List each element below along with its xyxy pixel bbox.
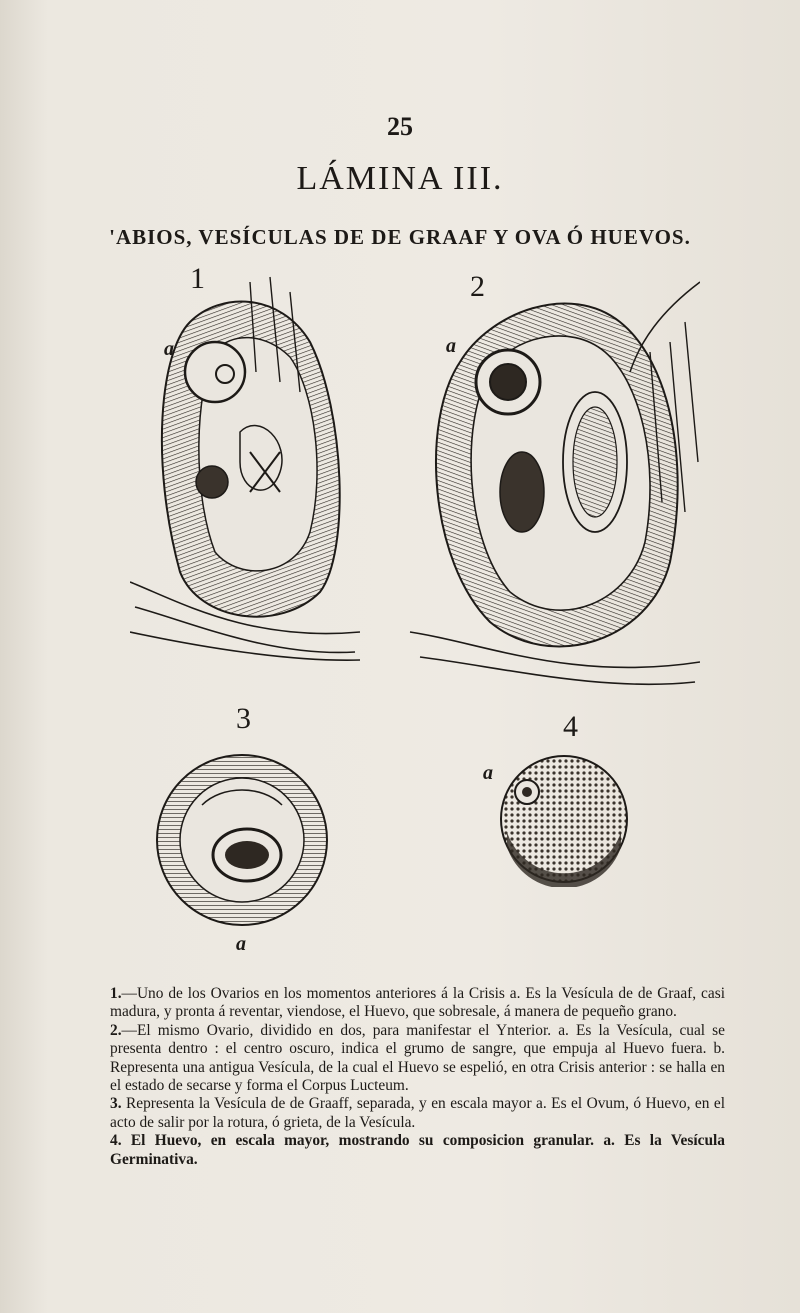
figure-1-number: 1 xyxy=(190,262,205,295)
figure-2-ovary-section-illustration xyxy=(400,262,700,692)
figure-3-graafian-vesicle-illustration xyxy=(152,745,332,935)
caption-4 xyxy=(110,1132,725,1169)
caption-4-number: 4. xyxy=(110,1132,122,1150)
figure-1-ovary-illustration xyxy=(130,262,360,662)
caption-1-number: 1. xyxy=(110,985,122,1002)
caption-4-text: El Huevo, en escala mayor, mostrando su composicion granular. a. Es la Vesícula Germinativa. xyxy=(110,1132,725,1168)
page-number: 25 xyxy=(387,112,413,141)
plate-title: LÁMINA III. xyxy=(296,160,504,197)
figure-2-number: 2 xyxy=(470,270,485,303)
figure-1-letter-a: a xyxy=(164,338,174,360)
figure-2-letter-a: a xyxy=(446,335,456,357)
caption-2-number: 2. xyxy=(110,1021,122,1039)
figure-4-letter-a: a xyxy=(483,762,493,784)
caption-3-text: Representa la Vesícula de de Graaff, separada, y en escala mayor a. Es el Ovum, ó Huevo, en el acto de salir por la rotura, ó grieta, de la Vesícula. xyxy=(110,1095,725,1131)
caption-3 xyxy=(110,1095,725,1132)
caption-2-text: —El mismo Ovario, dividido en dos, para manifestar el Ynterior. a. Es la Vesícula, cual se presenta dentro : el centro oscuro, indica el grumo de sangre, que empuja al Huevo fuera. b. Representa una antigua Vesícula, de la cual el Huevo se espelió, en otra Crisis anterior : se halla en el estado de secarse y forma el Corpus Lucteum. xyxy=(110,1021,725,1095)
plate-subtitle: 'ABIOS, VESÍCULAS DE DE GRAAF Y OVA Ó HUEVOS. xyxy=(109,225,691,249)
caption-2 xyxy=(110,1022,725,1096)
caption-3-number: 3. xyxy=(110,1095,122,1113)
figure-4-ovum-illustration xyxy=(497,752,632,887)
figure-3-number: 3 xyxy=(236,702,251,735)
figure-3-letter-a: a xyxy=(236,933,246,955)
caption-1-text: —Uno de los Ovarios en los momentos anteriores á la Crisis a. Es la Vesícula de de Graaf, casi madura, y pronta á reventar, viendose, el Huevo, que sobresale, á manera de pequeño grano. xyxy=(110,985,725,1021)
figure-4-number: 4 xyxy=(563,710,578,743)
caption-1 xyxy=(110,985,725,1022)
figure-captions xyxy=(110,985,725,1169)
